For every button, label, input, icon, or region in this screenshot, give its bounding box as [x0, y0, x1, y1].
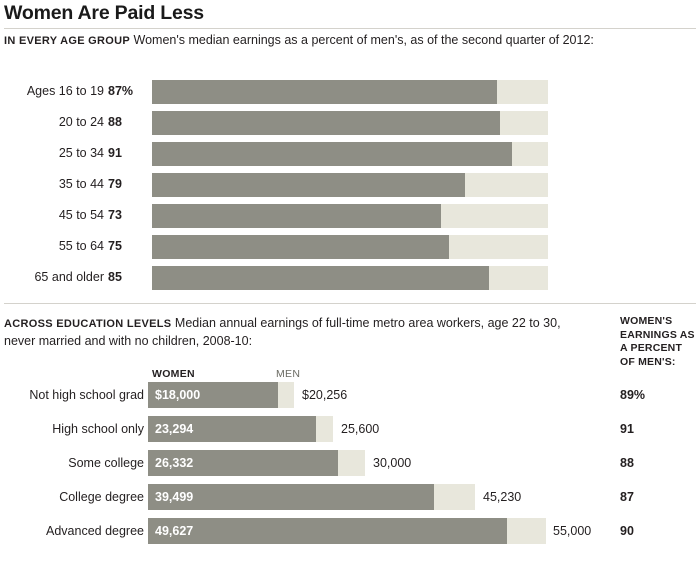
bar-track: [152, 80, 548, 104]
row-category-label: College degree: [59, 490, 144, 504]
men-value-label: 45,230: [483, 490, 522, 504]
row-category-label: High school only: [52, 422, 144, 436]
title-divider: [4, 28, 696, 29]
row-category-label: Some college: [68, 456, 144, 470]
chart-row: [0, 173, 700, 204]
women-value-label: $18,000: [155, 388, 201, 402]
chart-row: [0, 142, 700, 173]
bar-fill: [152, 266, 489, 290]
row-category-label: Not high school grad: [29, 388, 144, 402]
row-category-label: 35 to 44: [58, 177, 104, 191]
bar-track: [152, 111, 548, 135]
row-category-label: Ages 16 to 19: [26, 84, 104, 98]
chart-row: [0, 484, 700, 518]
section2-kicker: ACROSS EDUCATION LEVELS: [4, 318, 172, 330]
chart-row: [0, 80, 700, 111]
bar-fill: [152, 235, 449, 259]
section1-kicker: IN EVERY AGE GROUP: [4, 35, 131, 47]
row-category-label: 65 and older: [34, 270, 104, 284]
ratio-label: 90: [620, 524, 634, 538]
row-value-label: 85: [108, 270, 122, 284]
bar-track: [152, 204, 548, 228]
bar-track: [152, 266, 548, 290]
ratio-label: 89%: [620, 388, 646, 402]
women-value-label: 26,332: [155, 456, 194, 470]
bar-fill: [152, 204, 441, 228]
women-value-label: 23,294: [155, 422, 194, 436]
bar-track: [152, 142, 548, 166]
men-value-label: 25,600: [341, 422, 380, 436]
chart-row: [0, 204, 700, 235]
ratio-label: 87: [620, 490, 634, 504]
section2-divider: [4, 303, 696, 304]
men-value-label: 55,000: [553, 524, 592, 538]
page-title: Women Are Paid Less: [4, 2, 204, 24]
chart-row: [0, 111, 700, 142]
row-category-label: 55 to 64: [58, 239, 104, 253]
row-value-label: 73: [108, 208, 122, 222]
chart-row: [0, 382, 700, 416]
chart-row: [0, 266, 700, 297]
section2-deck: [4, 315, 564, 350]
chart-row: [0, 235, 700, 266]
women-value-label: 49,627: [155, 524, 194, 538]
row-value-label: 91: [108, 146, 122, 160]
chart-row: [0, 416, 700, 450]
chart-age-groups: [0, 80, 700, 297]
legend-men: MEN: [276, 368, 301, 380]
section1-deck: [4, 32, 604, 49]
section2-deck-text: Median annual earnings of full-time metro area workers, age 22 to 30, never married and with no children, 2008-10:: [4, 316, 561, 348]
chart-education-levels: [0, 382, 700, 552]
women-value-label: 39,499: [155, 490, 194, 504]
men-value-label: $20,256: [302, 388, 348, 402]
chart-row: [0, 450, 700, 484]
bar-fill: [152, 80, 497, 104]
bar-fill: [152, 142, 512, 166]
bar-fill: [152, 111, 500, 135]
row-category-label: Advanced degree: [46, 524, 144, 538]
ratio-label: 91: [620, 422, 634, 436]
men-value-label: 30,000: [373, 456, 412, 470]
ratio-label: 88: [620, 456, 634, 470]
row-category-label: 20 to 24: [58, 115, 104, 129]
row-value-label: 79: [108, 177, 122, 191]
legend-women: WOMEN: [152, 368, 195, 380]
section1-deck-text: Women's median earnings as a percent of men's, as of the second quarter of 2012:: [133, 33, 594, 47]
row-category-label: 25 to 34: [58, 146, 104, 160]
bar-track: [152, 235, 548, 259]
row-category-label: 45 to 54: [58, 208, 104, 222]
row-value-label: 88: [108, 115, 122, 129]
chart-row: [0, 518, 700, 552]
women-bar-fill: [148, 518, 507, 544]
bar-fill: [152, 173, 465, 197]
bar-track: [152, 173, 548, 197]
row-value-label: 87%: [108, 84, 134, 98]
row-value-label: 75: [108, 239, 122, 253]
side-heading: WOMEN'S EARNINGS AS A PERCENT OF MEN'S:: [620, 315, 695, 368]
